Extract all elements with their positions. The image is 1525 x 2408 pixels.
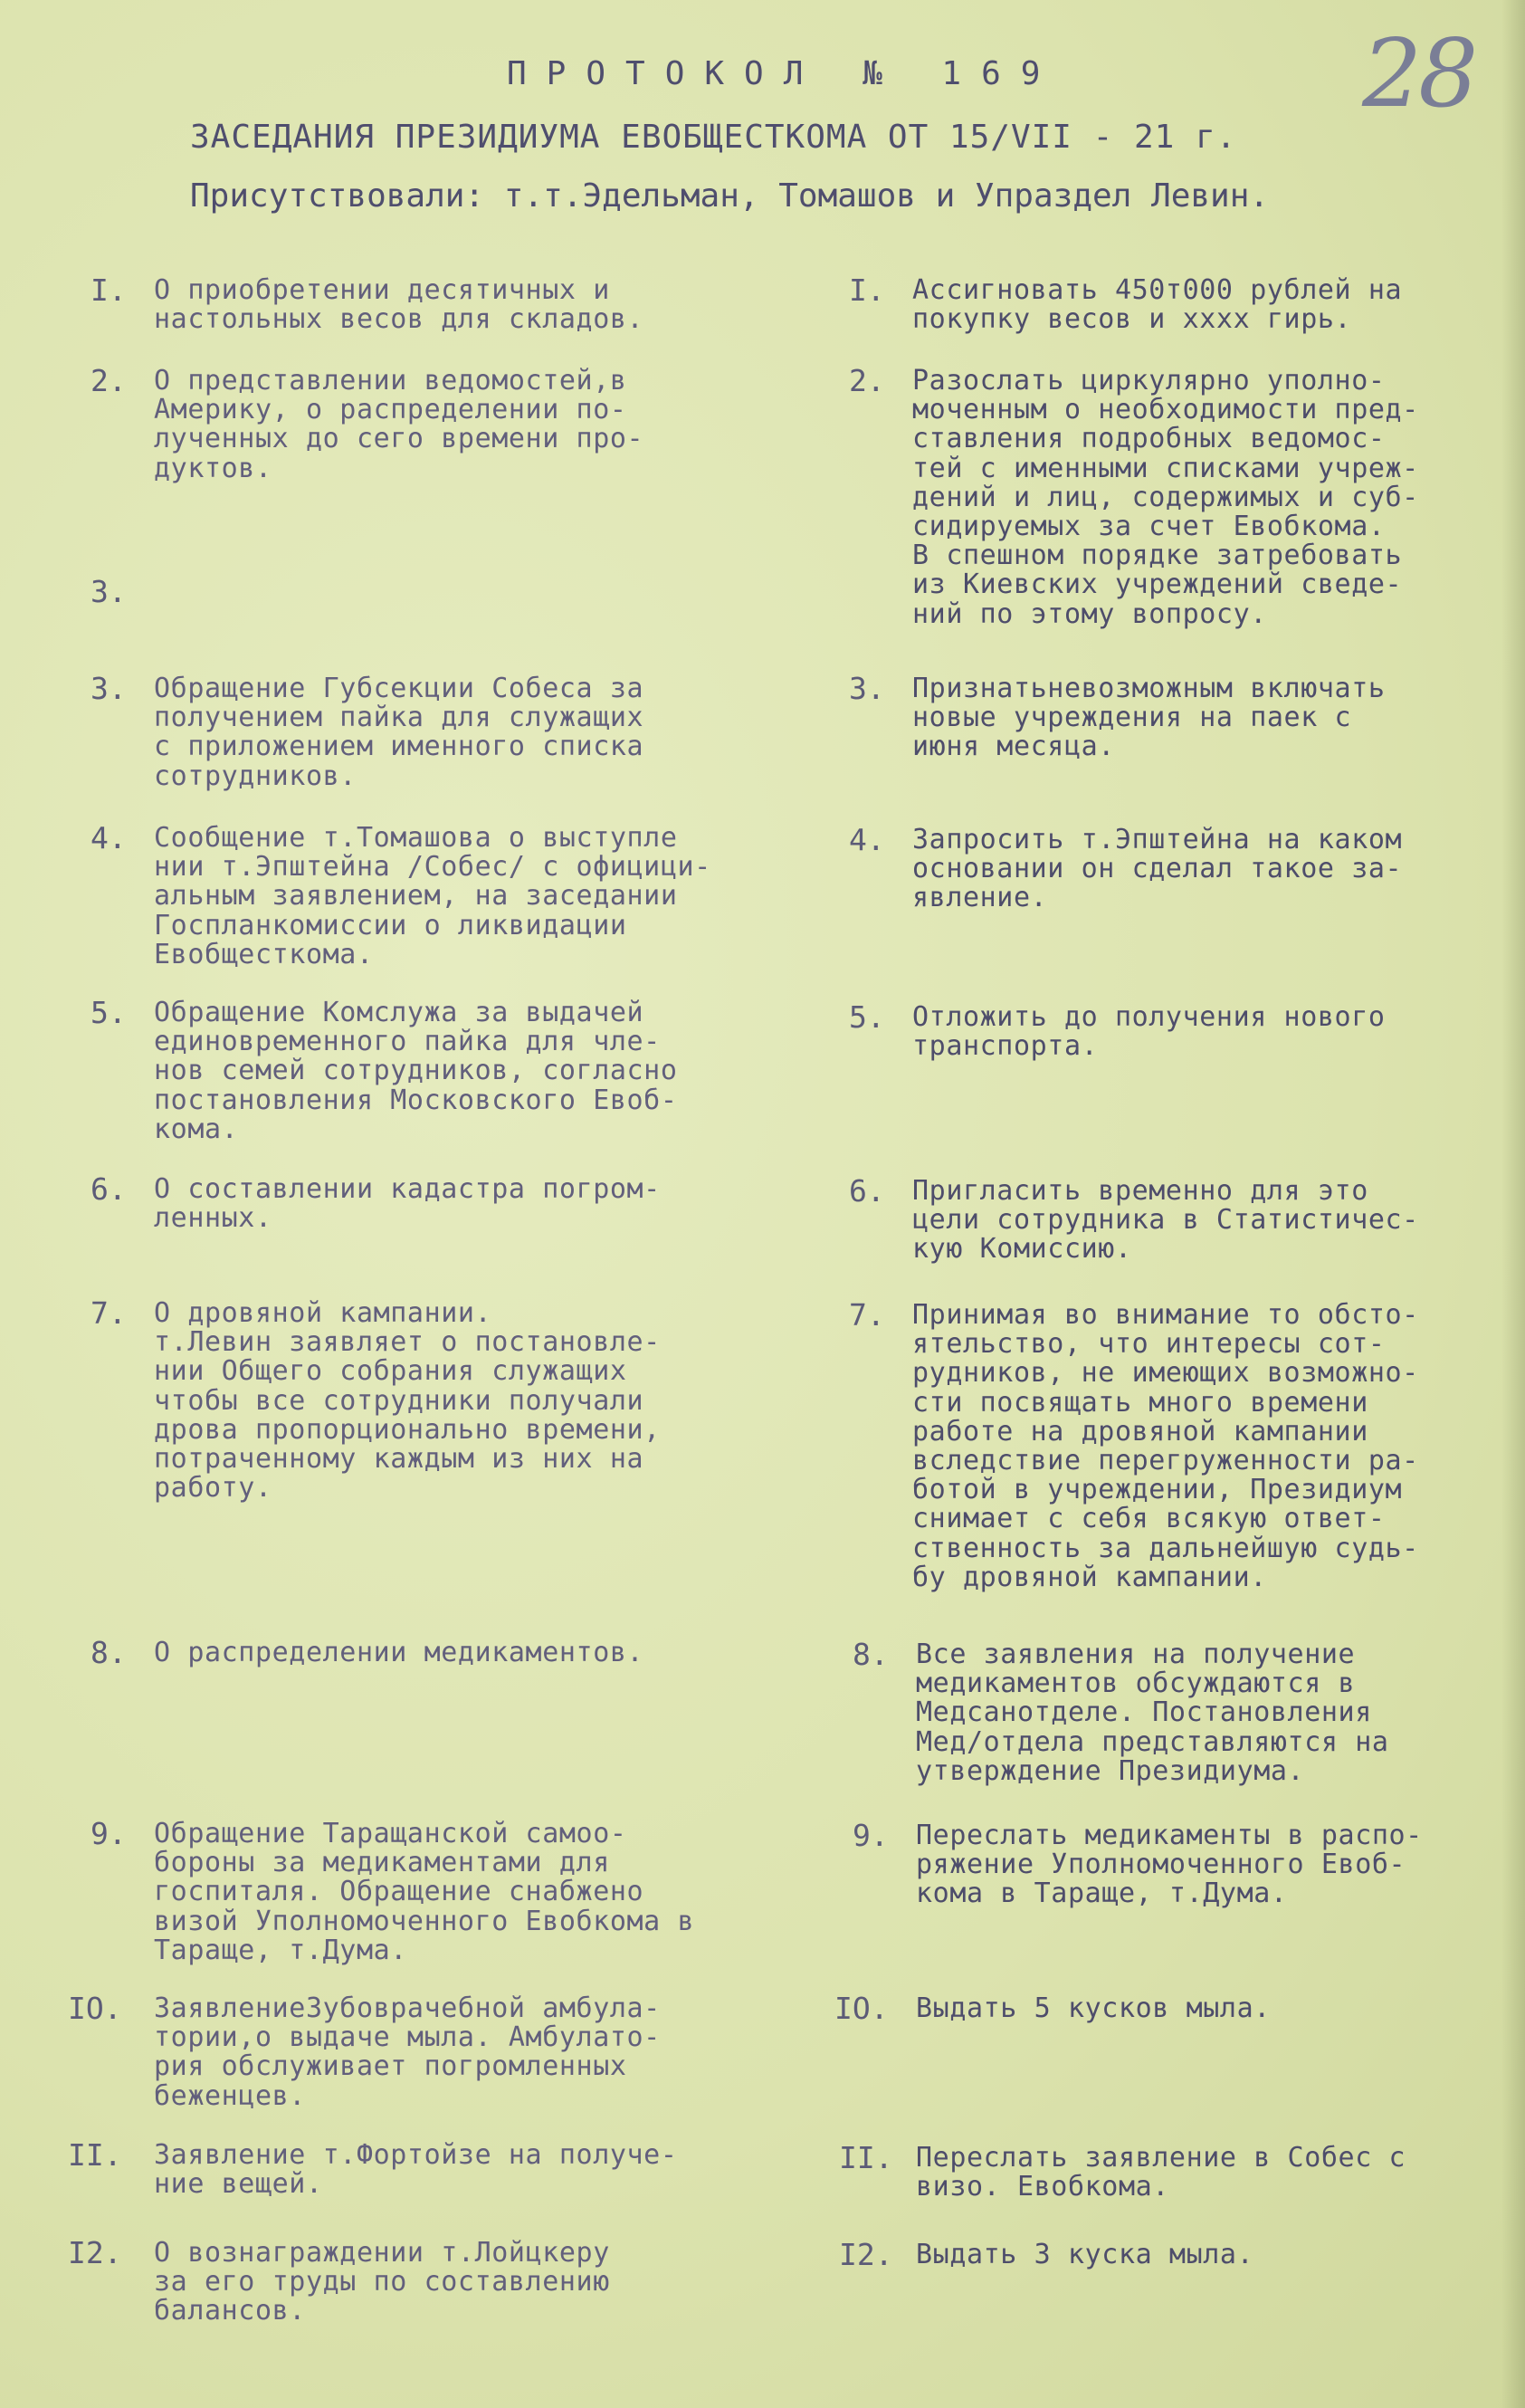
protocol-subtitle: ЗАСЕДАНИЯ ПРЕЗИДИУМА ЕВОБЩЕСТКОМА ОТ 15/VII - 21 г.: [190, 119, 1237, 156]
agenda-text: О вознаграждении т.Лойцкеру за его труды по составлению балансов.: [154, 2237, 610, 2327]
agenda-number: 3.: [91, 574, 127, 609]
decision-text: Отложить до получения нового транспорта.: [912, 1001, 1386, 1063]
agenda-text: О приобретении десятичных и настольных весов для складов.: [154, 274, 644, 336]
decision-number: 2.: [849, 363, 885, 398]
agenda-text: Обращение Губсекции Собеса за получением пайка для служащих с приложением именного списка сотрудников.: [154, 673, 644, 792]
decision-number: 6.: [849, 1173, 885, 1209]
decision-number: II.: [839, 2140, 893, 2175]
agenda-text: Заявление т.Фортойзе на получе- ние вещей.: [154, 2139, 678, 2201]
agenda-text: Обращение Комслужа за выдачей единовременного пайка для чле- нов семей сотрудников, согласно постановления Московского Евоб- кома.: [154, 997, 678, 1145]
agenda-number: 2.: [91, 363, 127, 398]
decision-number: 4.: [849, 822, 885, 857]
decision-number: 9.: [853, 1818, 889, 1853]
decision-text: Выдать 5 кусков мыла.: [916, 1992, 1271, 2024]
protocol-title: ПРОТОКОЛ № 169: [507, 55, 1061, 92]
decision-number: I2.: [839, 2237, 893, 2272]
folio-number: 28: [1362, 18, 1475, 129]
agenda-text: Сообщение т.Томашова о выступле нии т.Эпштейна /Собес/ с официци- альным заявлением, на заседании Госпланкомиссии о ликвидации Евобщесткома.: [154, 822, 711, 970]
decision-text: Все заявления на получение медикаментов обсуждаются в Медсанотделе. Постановления Мед/отдела представляются на утверждение Президиума.: [916, 1639, 1389, 1787]
decision-number: 3.: [849, 671, 885, 706]
decision-text: Признатьневозможным включать новые учреждения на паек с июня месяца.: [912, 673, 1386, 763]
agenda-number: 3.: [91, 671, 127, 706]
decision-text: Переслать заявление в Собес с визо. Евобкома.: [916, 2142, 1406, 2203]
page-edge-shadow: [1501, 0, 1525, 2408]
agenda-number: IO.: [68, 1991, 122, 2026]
decision-text: Разослать циркулярно уполно- моченным о необходимости пред- ставления подробных ведомос- тей с именными списками учреж- дений и лиц, содержимых и суб- сидируемых за счет Евобкома. В спешном порядке затребовать из Киевских учреждений сведе- ний по этому вопросу.: [912, 365, 1419, 630]
decision-text: Принимая во внимание то обсто- ятельство, что интересы сот- рудников, не имеющих возможно- сти посвящать много времени работе на дровяной кампании вследствие перегруженности ра- ботой в учреждении, Президиум снимает с себя всякую ответ- ственность за дальнейшую судь- бу дровяной кампании.: [912, 1299, 1419, 1593]
agenda-number: I.: [91, 272, 127, 308]
agenda-number: II.: [68, 2137, 122, 2173]
agenda-number: 4.: [91, 820, 127, 855]
decision-text: Ассигновать 450т000 рублей на покупку весов и хххх гирь.: [912, 274, 1403, 336]
agenda-text: Обращение Таращанской самоо- бороны за медикаментами для госпиталя. Обращение снабжено визой Уполномоченного Евобкома в Тараще, т.Дума.: [154, 1818, 695, 1966]
agenda-text: О дровяной кампании. т.Левин заявляет о постановле- нии Общего собрания служащих чтобы все сотрудники получали дрова пропорционально времени, потраченному каждым из них на работу.: [154, 1297, 661, 1505]
decision-number: 5.: [849, 999, 885, 1035]
agenda-number: 9.: [91, 1816, 127, 1851]
agenda-text: О распределении медикаментов.: [154, 1637, 644, 1668]
agenda-number: 7.: [91, 1295, 127, 1331]
agenda-number: 6.: [91, 1171, 127, 1207]
decision-number: 7.: [849, 1297, 885, 1333]
agenda-text: О составлении кадастра погром- ленных.: [154, 1173, 661, 1235]
attendees-line: Присутствовали: т.т.Эдельман, Томашов и Упраздел Левин.: [190, 177, 1270, 215]
decision-text: Запросить т.Эпштейна на каком основании он сделал такое за- явление.: [912, 824, 1403, 914]
decision-number: 8.: [853, 1637, 889, 1672]
agenda-text: О представлении ведомостей,в Америку, о распределении по- лученных до сего времени про- дуктов.: [154, 365, 644, 484]
agenda-text: ЗаявлениеЗубоврачебной амбула- тории,о выдаче мыла. Амбулато- рия обслуживает погромленных беженцев.: [154, 1992, 661, 2112]
agenda-number: 8.: [91, 1635, 127, 1670]
decision-text: Выдать 3 куска мыла.: [916, 2239, 1254, 2270]
decision-text: Пригласить временно для это цели сотрудника в Статистичес- кую Комиссию.: [912, 1175, 1419, 1266]
agenda-number: I2.: [68, 2235, 122, 2270]
decision-text: Переслать медикаменты в распо- ряжение Уполномоченного Евоб- кома в Тараще, т.Дума.: [916, 1820, 1423, 1910]
agenda-number: 5.: [91, 995, 127, 1030]
decision-number: I.: [849, 272, 885, 308]
decision-number: IO.: [834, 1991, 889, 2026]
